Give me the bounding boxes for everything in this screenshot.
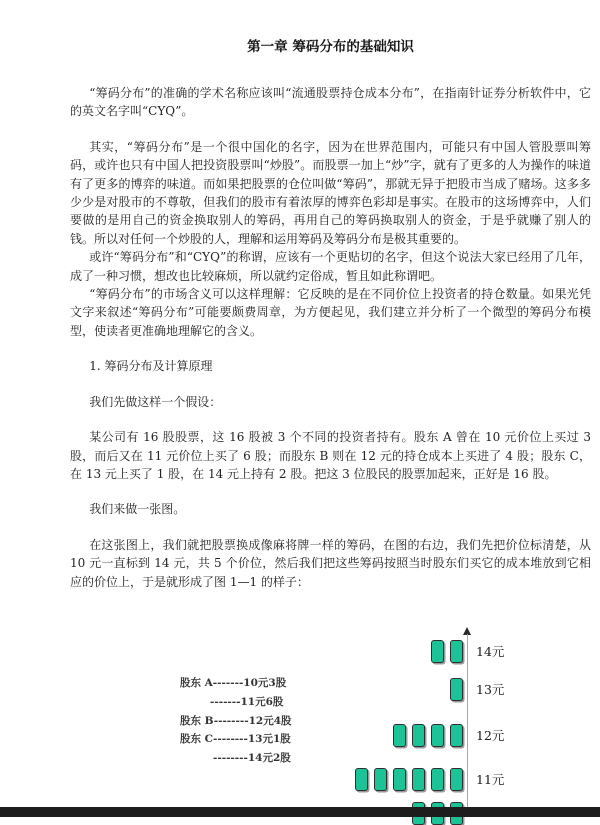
price-axis-label: 14元: [476, 644, 505, 659]
legend-line: 股东 C--------13元1股: [180, 733, 291, 746]
axis-arrow-up-icon: [463, 627, 471, 635]
chip-icon: [431, 640, 444, 663]
legend-line: --------14元2股: [213, 752, 291, 765]
document-body: [70, 0, 591, 591]
paragraph-chart-description: 在这张图上，我们就把股票换成像麻将牌一样的筹码，在图的右边，我们先把价位标清楚，从 10 元一直标到 14 元，共 5 个价位，然后我们把这些筹码按照当时股东们买它的成本堆放到它相应的价位上，于是就形成了图 1—1 的样子：: [70, 537, 591, 589]
price-axis-label: 12元: [476, 728, 505, 743]
paragraph-market-meaning: “筹码分布”的市场含义可以这样理解：它反映的是在不同价位上投资者的持仓数量。如果光凭文字来叙述“筹码分布”可能要颇费周章，为方便起见，我们建立并分析了一个微型的筹码分布模型，使读者更准确地理解它的含义。: [70, 287, 591, 338]
chip-icon: [450, 724, 463, 747]
paragraph-cyq-definition: “筹码分布”的准确的学术名称应该叫“流通股票持仓成本分布”，在指南针证券分析软件中，它的英文名字叫“CYQ”。: [70, 86, 591, 119]
paragraph-naming-convention: 或许“筹码分布”和“CYQ”的称谓，应该有一个更贴切的名字，但这个说法大家已经用了几年，成了一种习惯，想改也比较麻烦，所以就约定俗成，暂且如此称谓吧。: [70, 250, 591, 283]
legend-line: -------11元6股: [210, 695, 284, 708]
chip-icon: [393, 768, 406, 791]
figure-legend: [180, 674, 292, 768]
price-axis-line: [467, 634, 468, 807]
chip-row-12元: [393, 724, 463, 747]
chip-icon: [450, 678, 463, 701]
chip-icon: [450, 768, 463, 791]
chip-icon: [431, 768, 444, 791]
chip-icon: [412, 724, 425, 747]
chip-icon: [393, 724, 406, 747]
bottom-black-bar: [0, 807, 600, 817]
chip-row-14元: [431, 640, 463, 663]
legend-line: 股东 A-------10元3股: [180, 677, 287, 689]
chip-row-13元: [450, 678, 463, 701]
chip-icon: [412, 768, 425, 791]
chip-icon: [431, 724, 444, 747]
chip-row-11元: [355, 768, 463, 791]
legend-line: 股东 B--------12元4股: [180, 714, 292, 727]
chip-icon: [450, 640, 463, 663]
price-axis-label: 13元: [476, 682, 505, 697]
section-heading-principle: 1. 筹码分布及计算原理: [89, 359, 213, 374]
price-axis-label: 11元: [476, 772, 505, 787]
paragraph-make-chart: 我们来做一张图。: [89, 502, 186, 517]
paragraph-company-example: 某公司有 16 股股票，这 16 股被 3 个不同的投资者持有。股东 A 曾在 10 元价位上买过 3 股，而后又在 11 元价位上买了 6 股；而股东 B 则在 12 元的持仓成本上买进了 4 股；股东 C，在 13 元上买了 1 股，在 14 元上持有 2 股。把这 3 位股民的股票加起来，正好是 16 股。: [70, 430, 591, 481]
paragraph-assumption-intro: 我们先做这样一个假设：: [89, 394, 222, 409]
chip-icon: [374, 768, 387, 791]
chapter-title: 第一章 筹码分布的基础知识: [247, 39, 414, 55]
paragraph-chinese-name: 其实，“筹码分布”是一个很中国化的名字，因为在世界范围内，可能只有中国人管股票叫筹码，或许也只有中国人把投资股票叫“炒股”。而股票一加上“炒”字，就有了更多的人为操作的味道有了更多的博弈的味道。而如果把股票的仓位叫做“筹码”，那就无异于把股市当成了赌场。这多多少少是对股市的不尊敬，但我们的股市有着浓厚的博弈色彩却是事实。在股市的这场博弈中，人们要做的是用自己的资金换取别人的筹码，再用自己的筹码换取别人的资金，于是乎就赚了别人的钱。所以对任何一个炒股的人，理解和运用筹码及筹码分布是极其重要的。: [70, 139, 591, 246]
chip-icon: [355, 768, 368, 791]
